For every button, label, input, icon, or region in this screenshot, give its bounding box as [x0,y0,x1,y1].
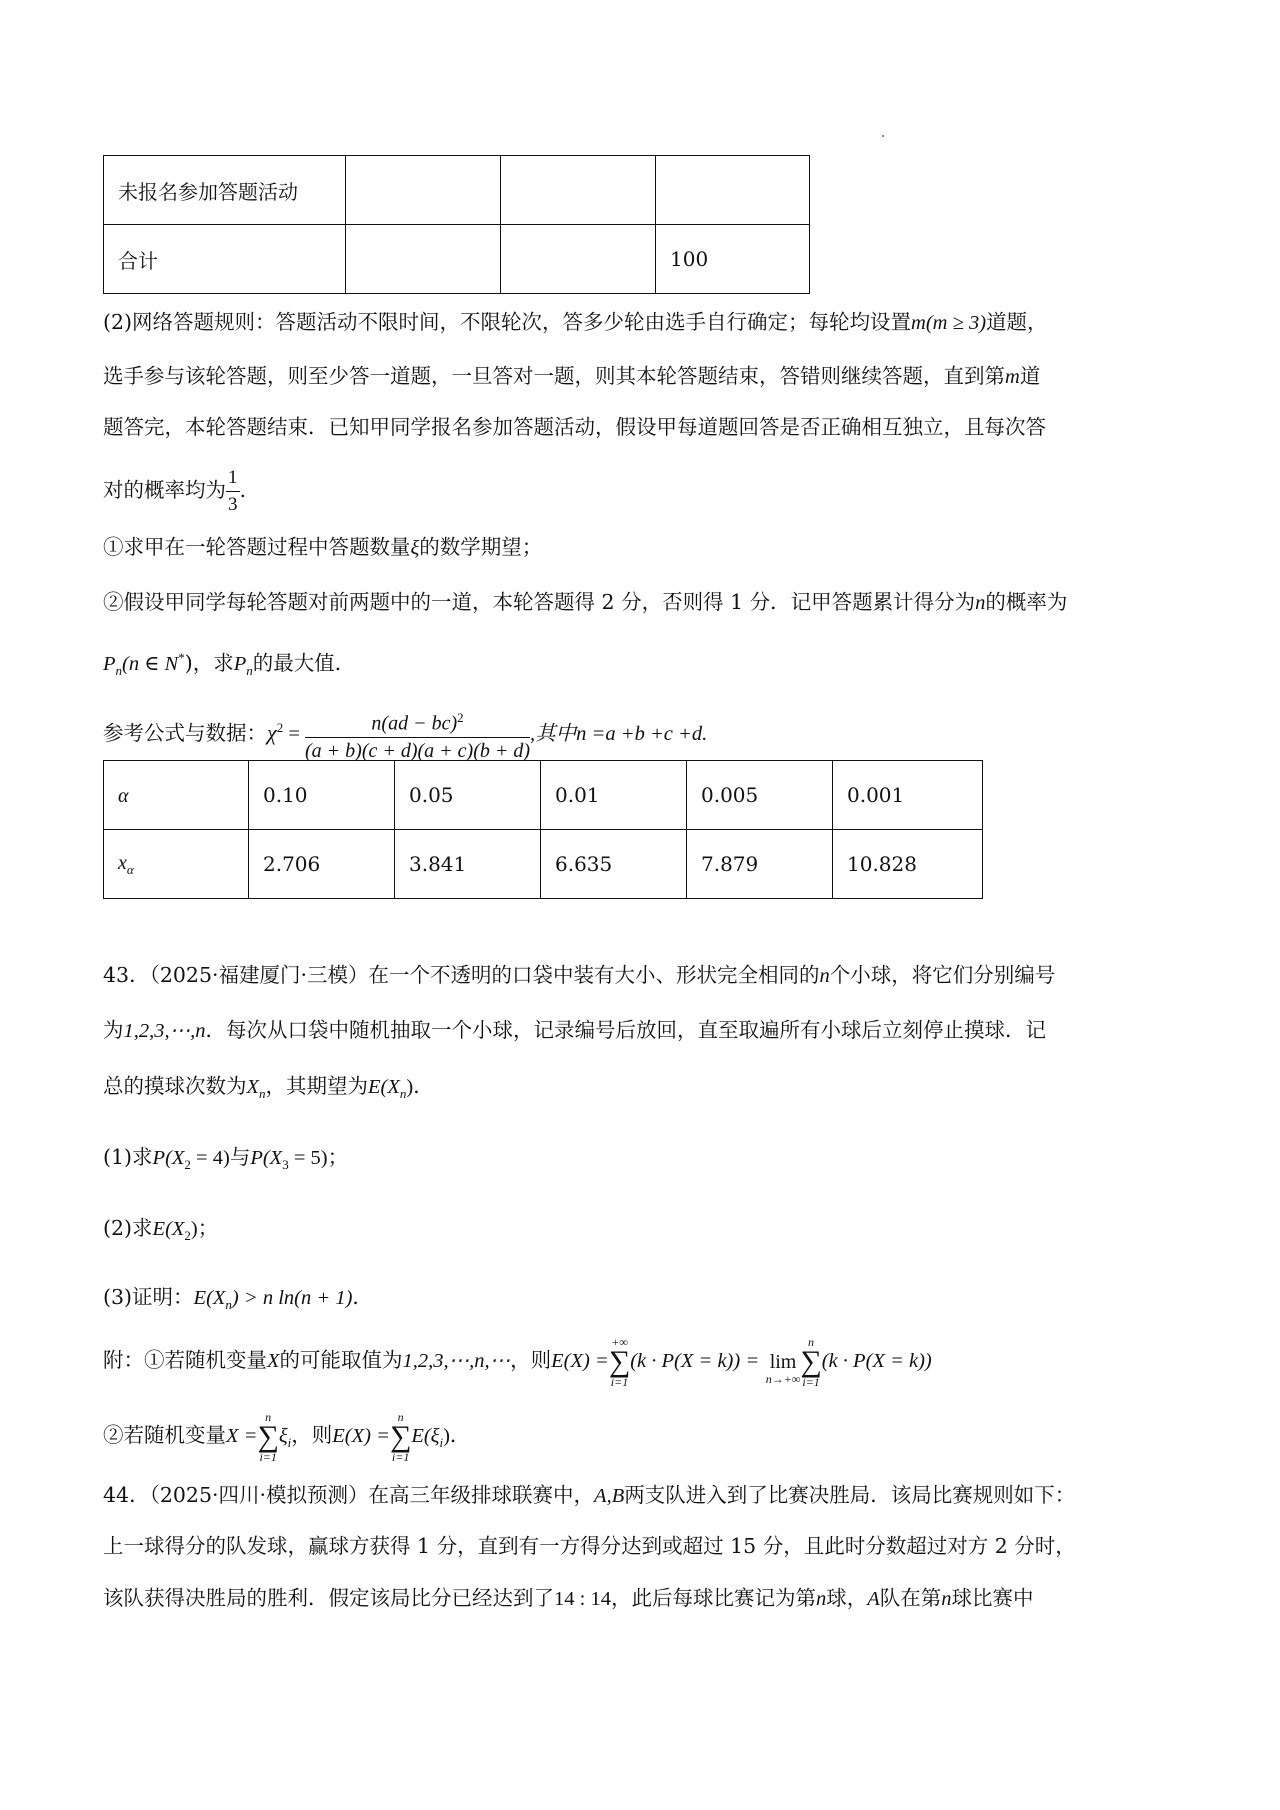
q42-sub1: ①求甲在一轮答题过程中答题数量ξ的数学期望； [103,535,543,559]
table-cell: 0.005 [687,761,833,830]
table-cell: 0.001 [833,761,983,830]
table-cell [501,225,656,294]
table-cell: 6.635 [541,830,687,899]
fraction: $\frac{1}{3}$ [228,467,238,515]
table-cell: 合计 [104,225,346,294]
reference-formula: 参考公式与数据：$\chi^2$ = $\frac{n(ad - bc)^2}{(a + b)(c + d)(a + c)(b + d)}$ ,其中n =a +b +c +d. [103,698,707,764]
table-cell: 0.05 [395,761,541,830]
q42-part2-line3: 题答完，本轮答题结束．已知甲同学报名参加答题活动，假设甲每道题回答是否正确相互独立，且每次答 [103,415,1046,439]
table-row [104,156,810,225]
table-cell: 100 [656,225,810,294]
q42-part2-line2: 选手参与该轮答题，则至少答一道题，一旦答对一题，则其本轮答题结束，答错则继续答题，直到第m道 [103,364,1041,388]
chi-square-fraction: $\frac{n(ad - bc)^2}{(a + b)(c + d)(a + c)(b + d)}$ [305,705,530,764]
critical-value-table [103,760,983,899]
summation: n ∑ i=1 [257,1409,279,1464]
table-row [104,761,983,830]
q43-appendix-1: 附：①若随机变量X的可能取值为1,2,3,⋯,n,⋯，则E(X) = +∞ ∑ i=1 (k · P(X = k)) = lim n→+∞ n ∑ i=1 (k · P(X = k)) [103,1334,932,1389]
summation: +∞ ∑ i=1 [608,1334,631,1389]
q43-part1: (1)求$P(X_2 = 4)$与$P(X_3 = 5)$； [103,1145,349,1173]
q43-part3: (3)证明：$E(X_n) > n$ ln(n + 1)． [103,1285,373,1313]
table-cell [501,156,656,225]
table-cell: 3.841 [395,830,541,899]
scan-speck [882,135,884,137]
q43-part2: (2)求$E(X_2)$； [103,1216,219,1244]
q43-line3: 总的摸球次数为$X_n$，其期望为$E(X_n)$． [103,1074,434,1102]
q44-line2: 上一球得分的队发球，赢球方获得 1 分，直到有一方得分达到或超过 15 分，且此时分数超过对方 2 分时， [103,1534,1076,1558]
table-cell: 0.01 [541,761,687,830]
table-cell [346,225,501,294]
q42-part2-line1: (2)网络答题规则：答题活动不限时间，不限轮次，答多少轮由选手自行确定；每轮均设置m(m ≥ 3)道题， [103,310,1048,334]
table-cell: 0.10 [249,761,395,830]
q44-line3: 该队获得决胜局的胜利．假定该局比分已经达到了14 : 14，此后每球比赛记为第n球，A队在第n球比赛中 [103,1586,1034,1610]
q43-line2: 为1,2,3,⋯,n．每次从口袋中随机抽取一个小球，记录编号后放回，直至取遍所有小球后立刻停止摸球．记 [103,1018,1046,1042]
table-cell: α [104,761,249,830]
table-cell: 未报名参加答题活动 [104,156,346,225]
q42-part2-line4: 对的概率均为 $\frac{1}{3}$ . [103,462,246,518]
table-cell [656,156,810,225]
table-cell: 2.706 [249,830,395,899]
q42-sub2-line2: $P_n(n$ ∈ N*)，求$P_n$的最大值． [103,650,356,678]
table-row [104,830,983,899]
q43-appendix-2: ②若随机变量X = n ∑ i=1 $\xi_i$，则E(X) = n ∑ i=1 $E(\xi_i)$． [103,1409,471,1464]
table-cell: 10.828 [833,830,983,899]
table-cell: $x_\alpha$ [104,830,249,899]
q43-line1: 43．（2025·福建厦门·三模）在一个不透明的口袋中装有大小、形状完全相同的n个小球，将它们分别编号 [103,963,1056,987]
table-cell: 7.879 [687,830,833,899]
q42-sub2: ②假设甲同学每轮答题对前两题中的一道，本轮答题得 2 分，否则得 1 分．记甲答题累计得分为n的概率为 [103,590,1068,614]
limit: lim n→+∞ [765,1350,801,1386]
table-cell [346,156,501,225]
summation: n ∑ i=1 [389,1409,412,1464]
q44-line1: 44．（2025·四川·模拟预测）在高三年级排球联赛中，A,B两支队进入到了比赛决胜局．该局比赛规则如下： [103,1483,1076,1507]
table-row [104,225,810,294]
summation: n ∑ i=1 [800,1334,822,1389]
contingency-table [103,155,810,294]
